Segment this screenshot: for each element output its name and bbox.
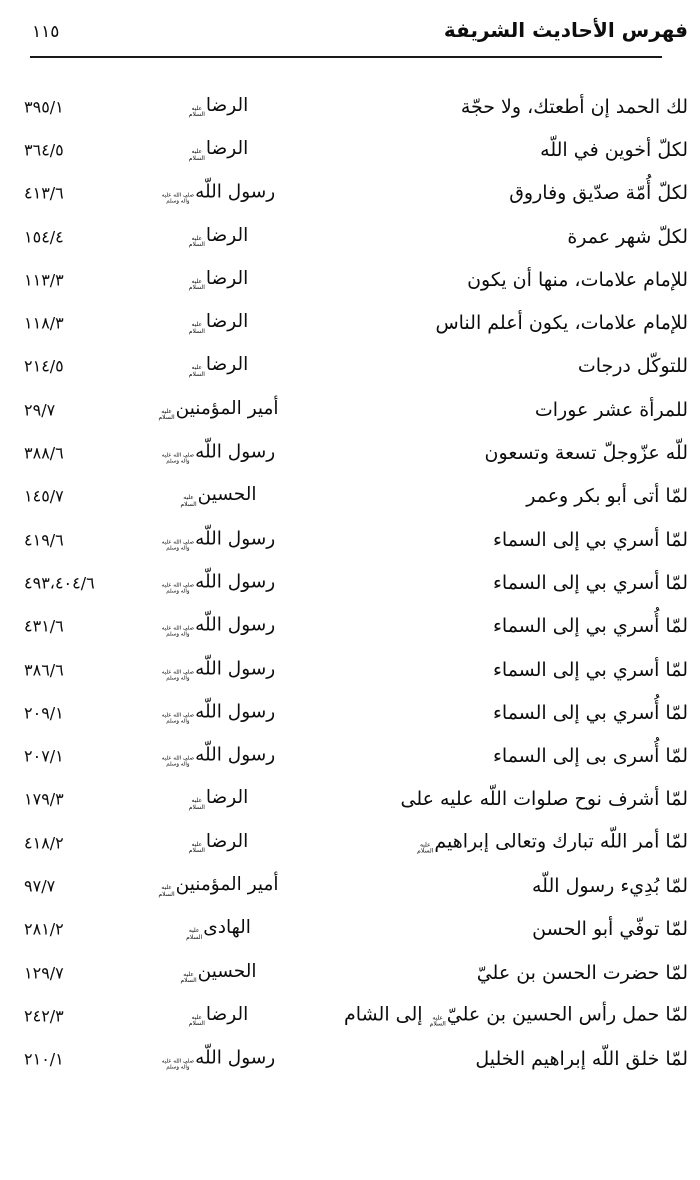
volume-page-ref: ٤١٣/٦	[24, 183, 64, 203]
header-divider	[30, 56, 662, 58]
narrator-name: رسول اللّه صلى الله عليه وآله وسلم	[161, 657, 276, 681]
page-header	[26, 14, 688, 50]
hadith-row	[0, 301, 700, 344]
volume-page-ref: ٢٤٢/٣	[24, 1006, 64, 1026]
volume-page-ref: ٢٠٧/١	[24, 746, 64, 766]
hadith-text: لمّا أتى أبو بكر وعمر	[526, 485, 688, 508]
hadith-row	[0, 648, 700, 691]
alayhis-salam-honorific-icon: عليه السلام	[158, 883, 175, 898]
page-number: ١١٥	[32, 22, 60, 42]
hadith-row	[0, 345, 700, 388]
narrator-name: الرضا عليه السلام	[188, 137, 249, 162]
narrator-name: الحسين عليه السلام	[180, 484, 257, 508]
alayhis-salam-honorific-icon: عليه السلام	[188, 797, 205, 811]
page-title: فهرس الأحاديث الشريفة	[443, 18, 688, 42]
volume-page-ref: ٢١٠/١	[24, 1049, 64, 1069]
hadith-row	[0, 475, 700, 518]
hadith-row	[0, 258, 700, 301]
volume-page-ref: ٤١٨/٢	[24, 833, 64, 853]
alayhis-salam-honorific-icon: عليه السلام	[188, 277, 205, 292]
alayhis-salam-honorific-icon: عليه السلام	[188, 364, 205, 378]
narrator-name: الحسين عليه السلام	[180, 960, 257, 985]
volume-page-ref: ٣٩٥/١	[24, 97, 64, 117]
hadith-text: للإمام علامات، يكون أعلم الناس	[435, 312, 688, 335]
hadith-text: لمّا أسري بي إلى السماء	[492, 571, 688, 594]
narrator-name: أمير المؤمنين عليه السلام	[158, 873, 279, 898]
hadith-row	[0, 821, 700, 864]
saww-honorific-icon: صلى الله عليه وآله وسلم	[161, 539, 195, 552]
volume-page-ref: ١١٨/٣	[24, 313, 64, 333]
saww-honorific-icon: صلى الله عليه وآله وسلم	[161, 625, 195, 638]
hadith-index-list	[0, 85, 700, 1081]
alayhis-salam-honorific-icon: عليه السلام	[188, 321, 205, 335]
alayhis-salam-honorific-icon: عليه السلام	[188, 840, 205, 855]
hadith-row	[0, 605, 700, 648]
volume-page-ref: ١٢٩/٧	[24, 963, 64, 983]
hadith-text: لمّا بُدِيء رسول اللّه	[531, 874, 688, 897]
hadith-text: للمرأة عشر عورات	[534, 398, 688, 421]
volume-page-ref: ٤١٩/٦	[24, 530, 64, 550]
saww-honorific-icon: صلى الله عليه وآله وسلم	[161, 452, 195, 465]
volume-page-ref: ١٥٤/٤	[24, 227, 64, 247]
narrator-name: الرضا عليه السلام	[188, 94, 249, 119]
saww-honorific-icon: صلى الله عليه وآله وسلم	[161, 192, 195, 205]
saww-honorific-icon: صلى الله عليه وآله وسلم	[161, 712, 195, 725]
volume-page-ref: ٢٨١/٢	[24, 919, 64, 939]
narrator-name: الرضا عليه السلام	[188, 830, 249, 855]
alayhis-salam-honorific-icon: عليه السلام	[188, 1013, 205, 1028]
narrator-name: الرضا عليه السلام	[188, 267, 249, 292]
hadith-text: لكلّ شهر عمرة	[567, 225, 688, 248]
volume-page-ref: ٣٦٤/٥	[24, 140, 64, 160]
hadith-text: لمّا أمر اللّه تبارك وتعالى إبراهيم عليه السلام	[417, 830, 688, 855]
hadith-text: لك الحمد إن أطعتك، ولا حجّة	[460, 95, 688, 118]
hadith-text: للّه عزّوجلّ تسعة وتسعون	[484, 442, 688, 465]
hadith-text: لمّا أسري بي إلى السماء	[492, 658, 688, 681]
narrator-name: رسول اللّه صلى الله عليه وآله وسلم	[161, 1047, 276, 1071]
alayhis-salam-honorific-icon: عليه السلام	[158, 407, 175, 422]
narrator-name: رسول اللّه صلى الله عليه وآله وسلم	[161, 571, 276, 595]
narrator-name: رسول اللّه صلى الله عليه وآله وسلم	[161, 441, 276, 465]
hadith-row	[0, 172, 700, 215]
hadith-text: لمّا أُسرى بى إلى السماء	[492, 745, 688, 768]
hadith-row	[0, 994, 700, 1037]
narrator-name: الرضا عليه السلام	[188, 1003, 249, 1028]
narrator-name: أمير المؤمنين عليه السلام	[158, 397, 279, 422]
alayhis-salam-honorific-icon: عليه السلام	[429, 1014, 446, 1028]
volume-page-ref: ٤٩٣،٤٠٤/٦	[24, 573, 95, 593]
hadith-row	[0, 85, 700, 128]
volume-page-ref: ٣٨٨/٦	[24, 443, 64, 463]
alayhis-salam-honorific-icon: عليه السلام	[186, 927, 203, 941]
saww-honorific-icon: صلى الله عليه وآله وسلم	[161, 755, 195, 768]
narrator-name: رسول اللّه صلى الله عليه وآله وسلم	[161, 701, 276, 725]
hadith-row	[0, 778, 700, 821]
volume-page-ref: ١٤٥/٧	[24, 486, 64, 506]
volume-page-ref: ١١٣/٣	[24, 270, 64, 290]
hadith-row	[0, 908, 700, 951]
volume-page-ref: ١٧٩/٣	[24, 789, 64, 809]
hadith-text: لكلّ أخوين في اللّه	[540, 138, 688, 161]
saww-honorific-icon: صلى الله عليه وآله وسلم	[161, 582, 195, 595]
hadith-row	[0, 431, 700, 474]
hadith-text: لمّا أُسري بي إلى السماء	[492, 701, 688, 724]
narrator-name: رسول اللّه صلى الله عليه وآله وسلم	[161, 614, 276, 638]
hadith-row	[0, 518, 700, 561]
alayhis-salam-honorific-icon: عليه السلام	[180, 970, 197, 985]
hadith-row	[0, 691, 700, 734]
hadith-row	[0, 951, 700, 994]
narrator-name: الرضا عليه السلام	[188, 224, 249, 249]
hadith-row	[0, 215, 700, 258]
alayhis-salam-honorific-icon: عليه السلام	[188, 104, 205, 119]
alayhis-salam-honorific-icon: عليه السلام	[188, 234, 205, 249]
hadith-row	[0, 388, 700, 431]
hadith-text: لمّا حضرت الحسن بن عليّ	[476, 961, 688, 984]
hadith-row	[0, 864, 700, 907]
volume-page-ref: ٤٣١/٦	[24, 616, 64, 636]
narrator-name: رسول اللّه صلى الله عليه وآله وسلم	[161, 181, 276, 205]
hadith-text: للإمام علامات، منها أن يكون	[467, 268, 688, 291]
hadith-row	[0, 734, 700, 777]
narrator-name: رسول اللّه صلى الله عليه وآله وسلم	[161, 528, 276, 552]
hadith-text: لكلّ أُمّة صدّيق وفاروق	[509, 182, 688, 205]
hadith-text: لمّا خلق اللّه إبراهيم الخليل	[475, 1048, 688, 1071]
volume-page-ref: ٣٨٦/٦	[24, 660, 64, 679]
volume-page-ref: ٩٧/٧	[24, 876, 56, 896]
hadith-row	[0, 128, 700, 171]
hadith-text: لمّا توفّي أبو الحسن	[532, 918, 688, 941]
hadith-row	[0, 1038, 700, 1081]
volume-page-ref: ٢٠٩/١	[24, 703, 64, 723]
hadith-text: لمّا أسري بي إلى السماء	[492, 528, 688, 551]
narrator-name: الرضا عليه السلام	[188, 354, 249, 378]
volume-page-ref: ٢٩/٧	[24, 400, 56, 420]
alayhis-salam-honorific-icon: عليه السلام	[417, 841, 434, 855]
narrator-name: رسول اللّه صلى الله عليه وآله وسلم	[161, 744, 276, 768]
volume-page-ref: ٢١٤/٥	[24, 356, 64, 376]
saww-honorific-icon: صلى الله عليه وآله وسلم	[161, 668, 195, 681]
hadith-row	[0, 561, 700, 604]
hadith-text: للتوكّل درجات	[577, 355, 688, 378]
narrator-name: الرضا عليه السلام	[188, 311, 249, 335]
narrator-name: الرضا عليه السلام	[188, 787, 249, 811]
narrator-name: الهادى عليه السلام	[186, 917, 251, 941]
hadith-text: لمّا حمل رأس الحسين بن عليّ عليه السلام إلى الشام	[344, 1003, 688, 1028]
hadith-text: لمّا أُسري بي إلى السماء	[492, 615, 688, 638]
alayhis-salam-honorific-icon: عليه السلام	[188, 147, 205, 162]
alayhis-salam-honorific-icon: عليه السلام	[180, 494, 197, 508]
hadith-text: لمّا أشرف نوح صلوات اللّه عليه على	[400, 788, 688, 811]
saww-honorific-icon: صلى الله عليه وآله وسلم	[161, 1058, 195, 1071]
